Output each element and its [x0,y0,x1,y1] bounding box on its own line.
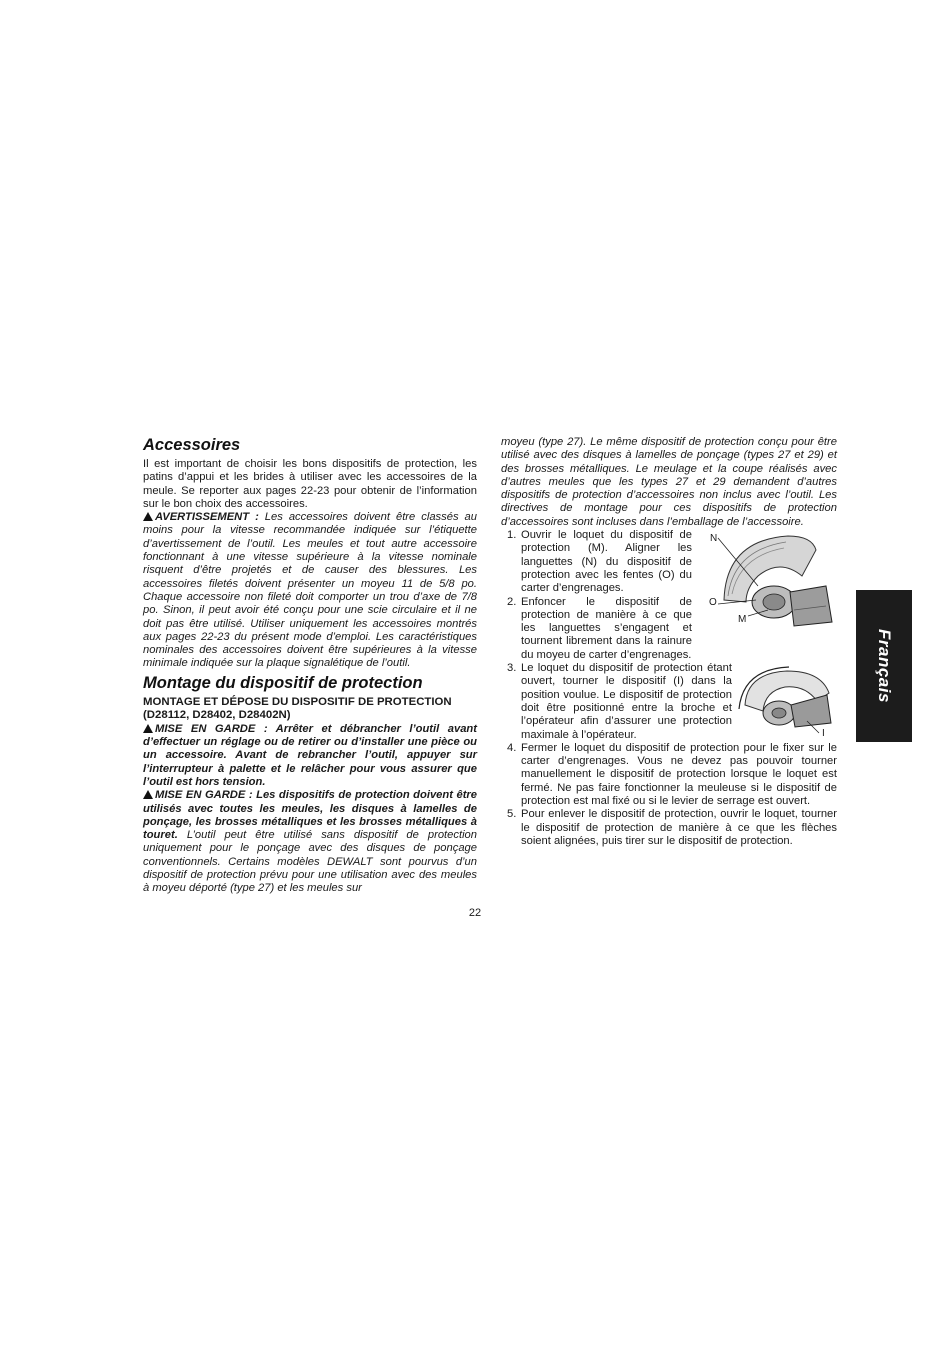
warning-label: AVERTISSEMENT : [155,511,259,524]
label-o: O [709,597,717,608]
warning-triangle-icon [143,724,153,733]
list-item: 1. Ouvrir le loquet du dispositif de protection (M). Aligner les languettes (N) du dispositif de protection avec les fentes (O) du carter d’engrenages. [507,529,692,595]
caution-1-text: MISE EN GARDE : Arrêter et débrancher l’outil avant d’effectuer un réglage ou de retirer ou d’installer une pièce ou un accessoire. Avant de rebrancher l’outil, appuyer sur l’interrupteur à palette et le relâcher pour vous assurer que l’outil est hors tension. [143,722,477,788]
label-n: N [710,533,718,544]
list-item: 2. Enfoncer le dispositif de protection de manière à ce que les languettes s’engagent et tournent librement dans la rainure du moyeu de carter d’engrenages. [507,595,692,661]
list-item: 3. Le loquet du dispositif de protection étant ouvert, tourner le dispositif (I) dans la position voulue. Le dispositif de protection doit être positionné entre la broche et l’opérateur afin d’assurer une protection maximale à l’opérateur. [507,662,732,741]
left-column [143,436,477,896]
guard-alignment-figure [706,530,836,640]
continuation-paragraph: moyeu (type 27). Le même dispositif de protection conçu pour être utilisé avec des disques à lamelles de ponçage (types 27 et 29) et des brosses métalliques. Le meulage et la coupe réalisés avec d’autres meules que les types 27 et 29 demandent d’autres dispositifs de protection d’accessoires non inclus avec l’outil. Les directives de montage pour ces dispositifs de protection d’accessoires sont incluses dans l’emballage de l’accessoire. [501,436,837,528]
warning-triangle-icon [143,512,153,521]
accessories-intro: Il est important de choisir les bons dispositifs de protection, les patins d’appui et les brides à utiliser avec les accessoires de la meule. Se reporter aux pages 22-23 pour obtenir de l’information sur le bon choix des accessoires. [143,458,477,510]
label-m: M [738,614,747,625]
label-i: I [822,728,825,739]
warning-paragraph [143,511,477,671]
section-title-accessoires: Accessoires [143,436,241,454]
caution-1 [143,723,477,789]
language-tab-label: Français [875,629,894,703]
language-side-tab [856,590,912,742]
section-title-montage: Montage du dispositif de protection [143,673,423,692]
caution-2-text: L’outil peut être utilisé sans dispositif de protection uniquement pour le ponçage avec des disques de ponçage conventionnels. Certains modèles DEWALT sont pourvus d’un dispositif de protection prévu pour une utilisation avec des meules à moyeu déporté (type 27) et les meules sur [143,829,477,895]
subheading-montage-depose: MONTAGE ET DÉPOSE DU DISPOSITIF DE PROTECTION (D28112, D28402, D28402N) [143,695,452,722]
warning-triangle-icon [143,790,153,799]
warning-text: Les accessoires doivent être classés au moins pour la vitesse recommandée indiquée sur l’étiquette d’avertissement de l’outil. Les meules et tout autre accessoire fonctionnant à une vitesse supérieure à la vitesse nominale risquent d’être projetés et de causer des blessures. Les accessoires filetés doivent présenter un moyeu 11 de 5/8 po. Chaque accessoire non fileté doit comporter un trou d’axe de 7/8 po. Sinon, il peut avoir été conçu pour une scie circulaire et il ne doit pas être utilisé. Utiliser uniquement les accessoires montrés aux pages 22-23 du présent mode d’emploi. Les caractéristiques nominales des accessoires doivent être supérieures à la vitesse minimale indiquée sur la plaque signalétique de l’outil. [143,511,477,670]
list-item: 5. Pour enlever le dispositif de protection, ouvrir le loquet, tourner le dispositif de protection de manière à ce que les flèches soient alignées, puis tirer sur le dispositif de protection. [507,808,837,847]
page-number: 22 [468,907,482,919]
guard-rotation-figure [735,665,835,740]
caution-2 [143,789,477,895]
list-item: 4. Fermer le loquet du dispositif de protection pour le fixer sur le carter d’engrenages. Vous ne devez pas pouvoir tourner manuellement le dispositif de protection lorsque le loquet est fermé. Ne pas faire fonctionner la meuleuse si le dispositif de protection est mal fixé ou si le levier de serrage est ouvert. [507,741,837,808]
right-column [501,436,837,848]
caution-2-bold: MISE EN GARDE : Les dispositifs de protection doivent être utilisés avec toutes les meules, les disques à lamelles de ponçage, les brosses métalliques et les brosses métalliques à touret. [143,789,477,842]
